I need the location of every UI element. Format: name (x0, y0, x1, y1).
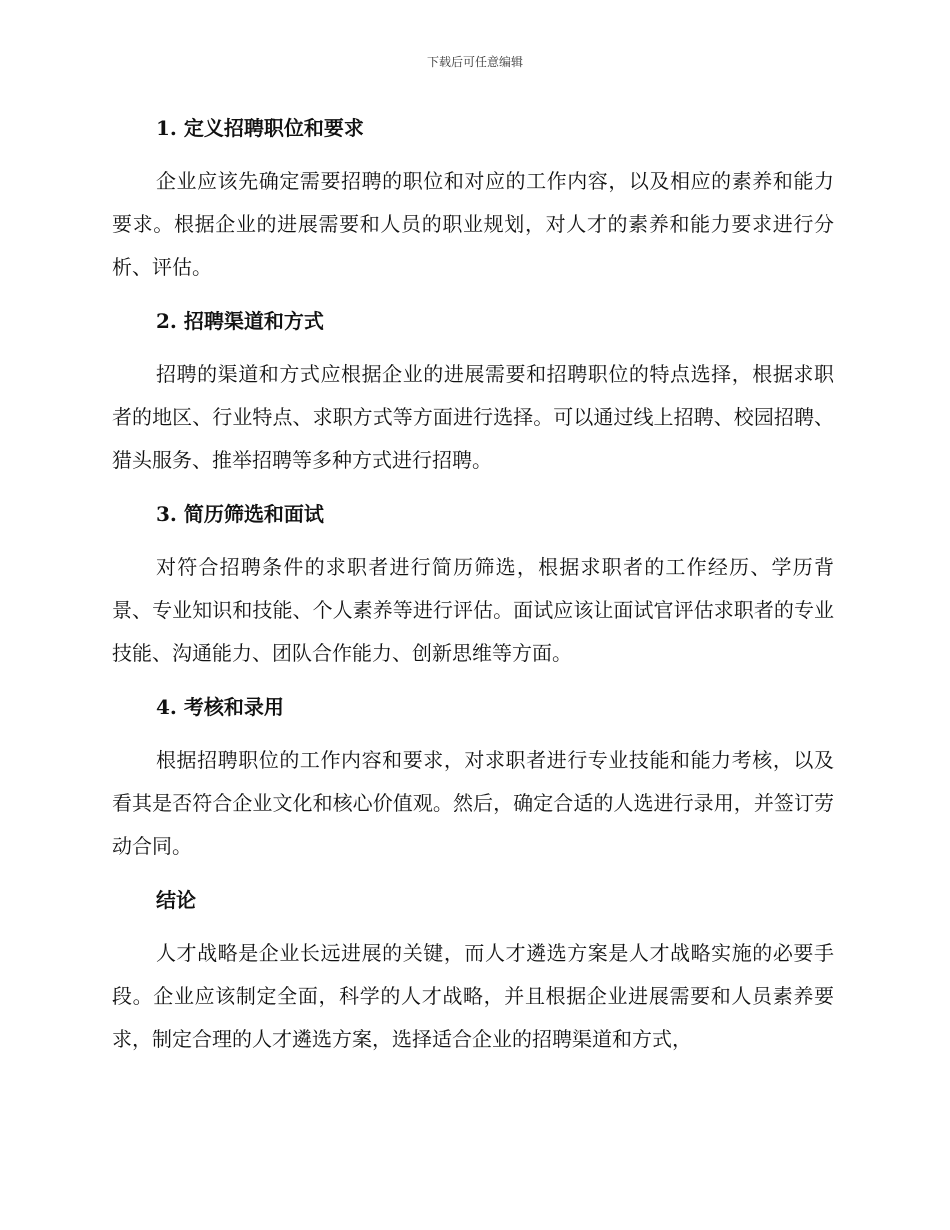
section-paragraph-2: 招聘的渠道和方式应根据企业的进展需要和招聘职位的特点选择，根据求职者的地区、行业特点、求职方式等方面进行选择。可以通过线上招聘、校园招聘、猎头服务、推举招聘等多种方式进行招聘。 (112, 362, 834, 472)
section-heading-2: 2. 招聘渠道和方式 (156, 309, 324, 333)
page-header-note: 下载后可任意编辑 (426, 55, 523, 69)
document-body (112, 108, 834, 1061)
section-paragraph-4: 根据招聘职位的工作内容和要求，对求职者进行专业技能和能力考核，以及看其是否符合企业文化和核心价值观。然后，确定合适的人选进行录用，并签订劳动合同。 (112, 748, 834, 858)
section-heading-4: 4. 考核和录用 (156, 695, 284, 719)
conclusion-heading: 结论 (156, 888, 196, 912)
section-paragraph-3: 对符合招聘条件的求职者进行简历筛选，根据求职者的工作经历、学历背景、专业知识和技能、个人素养等进行评估。面试应该让面试官评估求职者的专业技能、沟通能力、团队合作能力、创新思维等方面。 (112, 555, 834, 665)
section-heading-1: 1. 定义招聘职位和要求 (156, 116, 364, 140)
conclusion-paragraph: 人才战略是企业长远进展的关键，而人才遴选方案是人才战略实施的必要手段。企业应该制定全面，科学的人才战略，并且根据企业进展需要和人员素养要求，制定合理的人才遴选方案，选择适合企业的招聘渠道和方式， (112, 941, 834, 1051)
section-heading-3: 3. 简历筛选和面试 (156, 502, 324, 526)
section-paragraph-1: 企业应该先确定需要招聘的职位和对应的工作内容，以及相应的素养和能力要求。根据企业的进展需要和人员的职业规划，对人才的素养和能力要求进行分析、评估。 (112, 169, 834, 279)
